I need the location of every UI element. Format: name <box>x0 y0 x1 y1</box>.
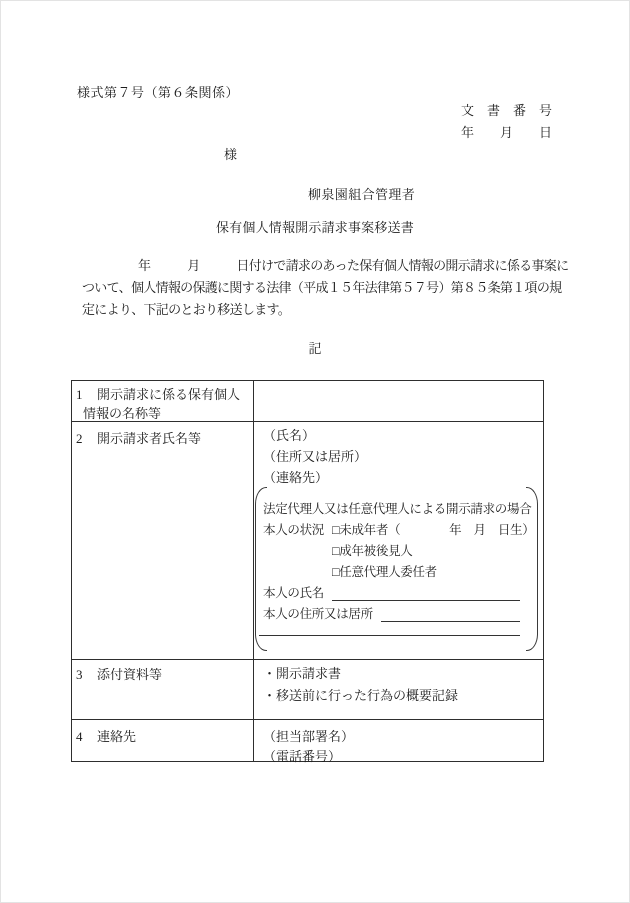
checkbox-adult-ward: □成年被後見人 <box>332 544 413 558</box>
row-1-label-cell <box>72 381 253 421</box>
row-2-label-cell <box>72 422 253 659</box>
checkbox-voluntary-agent: □任意代理人委任者 <box>332 565 437 579</box>
principal-address-row <box>263 604 528 625</box>
principal-address-underline <box>381 620 520 622</box>
row-1-content-cell <box>253 381 543 421</box>
row-1-label: 開示請求に係る保有個人 <box>97 387 241 402</box>
principal-address-continuation-underline <box>259 634 520 636</box>
date-line: 年 月 日 <box>460 125 552 140</box>
row-1-number: 1 <box>76 387 83 402</box>
addressee-suffix: 様 <box>224 147 238 162</box>
body-line: 定により、下記のとおり移送します。 <box>82 302 291 317</box>
row-4-number: 4 <box>76 729 83 744</box>
table-row-1 <box>72 381 543 421</box>
row-4-content-cell <box>253 720 543 764</box>
requester-address-field-label: （住所又は居所） <box>263 449 368 464</box>
principal-name-row <box>263 583 528 604</box>
document-title: 保有個人情報開示請求事案移送書 <box>215 220 414 235</box>
document-number-label: 文 書 番 号 <box>460 103 552 118</box>
body-line: 年 月 日付けで請求のあった保有個人情報の開示請求に係る事案に <box>138 258 569 273</box>
transfer-details-table <box>71 380 544 762</box>
row-2-label: 開示請求者氏名等 <box>97 431 202 446</box>
principal-status-row <box>263 520 535 583</box>
table-row-2 <box>72 421 543 659</box>
row-2-number: 2 <box>76 431 83 446</box>
attachment-item: ・移送前に行った行為の概要記録 <box>263 688 459 703</box>
row-1-label-line2: 情報の名称等 <box>83 406 162 421</box>
row-4-label-cell <box>72 720 253 761</box>
contact-department-field-label: （担当部署名） <box>263 729 355 744</box>
checkbox-minor: □未成年者（ 年 月 日生） <box>332 523 535 537</box>
body-paragraph <box>82 255 569 321</box>
requester-contact-field-label: （連絡先） <box>263 470 329 485</box>
contact-phone-field-label: （電話番号） <box>263 749 342 764</box>
document-header-right <box>461 100 552 144</box>
requester-name-field-label: （氏名） <box>263 428 316 443</box>
table-row-3 <box>72 659 543 719</box>
principal-name-label: 本人の氏名 <box>263 586 325 600</box>
record-heading: 記 <box>308 341 322 356</box>
attachment-item: ・開示請求書 <box>263 666 342 681</box>
row-3-label: 添付資料等 <box>97 667 163 682</box>
row-3-number: 3 <box>76 667 83 682</box>
principal-name-underline <box>332 599 520 601</box>
body-line: ついて、個人情報の保護に関する法律（平成１５年法律第５７号）第８５条第１項の規 <box>82 280 562 295</box>
row-3-label-cell <box>72 660 253 719</box>
agent-section-heading: 法定代理人又は任意代理人による開示請求の場合 <box>263 502 532 516</box>
sender-name: 柳泉園組合管理者 <box>308 187 416 202</box>
legal-agent-section <box>255 487 538 651</box>
principal-status-label: 本人の状況 <box>263 523 325 537</box>
principal-address-label: 本人の住所又は居所 <box>263 607 373 621</box>
row-4-label: 連絡先 <box>97 729 137 744</box>
row-2-content-cell <box>253 422 543 659</box>
row-3-content-cell <box>253 660 543 719</box>
form-number: 様式第７号（第６条関係） <box>77 85 240 100</box>
table-row-4 <box>72 719 543 764</box>
